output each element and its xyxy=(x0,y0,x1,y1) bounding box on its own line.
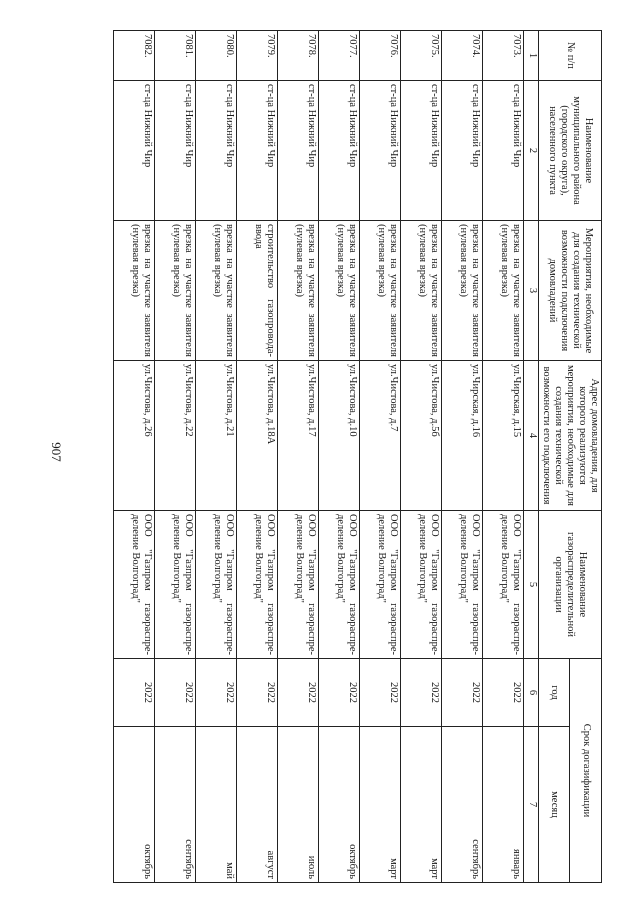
org-cell: ООО "Газпром газораспре-деление Волгоград" xyxy=(278,511,319,659)
address-cell: ул.Чистова, д.10 xyxy=(319,361,360,511)
header-address: Адрес домовладения, для которого реализуются мероприятия, необходимые для создания технической возможности его подключения xyxy=(539,361,602,511)
year-cell: 2022 xyxy=(237,659,278,727)
row-number: 7073. xyxy=(483,31,524,81)
column-number-row xyxy=(524,31,539,883)
org-cell: ООО "Газпром газораспре-деление Волгоград" xyxy=(114,511,155,659)
measure-cell: врезка на участке заявителя (нулевая врезка) xyxy=(278,221,319,361)
row-number: 7078. xyxy=(278,31,319,81)
locality-cell: ст-ца Нижний Чир xyxy=(319,81,360,221)
month-cell: март xyxy=(401,727,442,883)
column-number: 6 xyxy=(524,659,539,727)
address-cell: ул.Чистова, д.5б xyxy=(401,361,442,511)
table-row xyxy=(319,31,360,883)
row-number: 7076. xyxy=(360,31,401,81)
table-row xyxy=(483,31,524,883)
header-month: месяц xyxy=(539,727,571,883)
column-number: 1 xyxy=(524,31,539,81)
org-cell: ООО "Газпром газораспре-деление Волгоград" xyxy=(442,511,483,659)
year-cell: 2022 xyxy=(483,659,524,727)
year-cell: 2022 xyxy=(278,659,319,727)
measure-cell: врезка на участке заявителя (нулевая врезка) xyxy=(401,221,442,361)
page-number: 907 xyxy=(49,442,64,462)
measure-cell: врезка на участке заявителя (нулевая врезка) xyxy=(196,221,237,361)
table-row xyxy=(155,31,196,883)
locality-cell: ст-ца Нижний Чир xyxy=(155,81,196,221)
table-row xyxy=(278,31,319,883)
address-cell: ул.Чистова, д.22 xyxy=(155,361,196,511)
month-cell: сентябрь xyxy=(442,727,483,883)
year-cell: 2022 xyxy=(114,659,155,727)
address-cell: ул.Чирская, д.15 xyxy=(483,361,524,511)
org-cell: ООО "Газпром газораспре-деление Волгоград" xyxy=(483,511,524,659)
row-number: 7081. xyxy=(155,31,196,81)
locality-cell: ст-ца Нижний Чир xyxy=(442,81,483,221)
column-number: 2 xyxy=(524,81,539,221)
org-cell: ООО "Газпром газораспре-деление Волгоград" xyxy=(360,511,401,659)
row-number: 7079. xyxy=(237,31,278,81)
address-cell: ул.Чистова, д.21 xyxy=(196,361,237,511)
row-number: 7077. xyxy=(319,31,360,81)
header-org: Наименование газораспределительной организации xyxy=(539,511,602,659)
address-cell: ул.Чирская, д.16 xyxy=(442,361,483,511)
header-no: № п/п xyxy=(539,31,602,81)
address-cell: ул.Чистова, д.26 xyxy=(114,361,155,511)
table-row xyxy=(442,31,483,883)
address-cell: ул.Чистова, д.7 xyxy=(360,361,401,511)
column-number: 3 xyxy=(524,221,539,361)
org-cell: ООО "Газпром газораспре-деление Волгоград" xyxy=(237,511,278,659)
year-cell: 2022 xyxy=(155,659,196,727)
locality-cell: ст-ца Нижний Чир xyxy=(196,81,237,221)
measure-cell: строительство газопровода-ввода xyxy=(237,221,278,361)
row-number: 7082. xyxy=(114,31,155,81)
address-cell: ул.Чистова, д.17 xyxy=(278,361,319,511)
locality-cell: ст-ца Нижний Чир xyxy=(483,81,524,221)
month-cell: октябрь xyxy=(319,727,360,883)
month-cell: июль xyxy=(278,727,319,883)
month-cell: август xyxy=(237,727,278,883)
org-cell: ООО "Газпром газораспре-деление Волгоград" xyxy=(401,511,442,659)
org-cell: ООО "Газпром газораспре-деление Волгоград" xyxy=(196,511,237,659)
gasification-table xyxy=(113,30,602,883)
org-cell: ООО "Газпром газораспре-деление Волгоград" xyxy=(155,511,196,659)
header-measures: Мероприятия, необходимые для создания технической возможности подключения домовладений xyxy=(539,221,602,361)
locality-cell: ст-ца Нижний Чир xyxy=(114,81,155,221)
year-cell: 2022 xyxy=(360,659,401,727)
org-cell: ООО "Газпром газораспре-деление Волгоград" xyxy=(319,511,360,659)
measure-cell: врезка на участке заявителя (нулевая врезка) xyxy=(155,221,196,361)
column-number: 7 xyxy=(524,727,539,883)
address-cell: ул.Чистова, д.18А xyxy=(237,361,278,511)
table-row xyxy=(360,31,401,883)
year-cell: 2022 xyxy=(442,659,483,727)
row-number: 7075. xyxy=(401,31,442,81)
header-year: год xyxy=(539,659,571,727)
table-row xyxy=(114,31,155,883)
header-district: Наименование муниципального района (городского округа), населенного пункта xyxy=(539,81,602,221)
table-row xyxy=(196,31,237,883)
column-number: 5 xyxy=(524,511,539,659)
month-cell: октябрь xyxy=(114,727,155,883)
table-row xyxy=(401,31,442,883)
measure-cell: врезка на участке заявителя (нулевая врезка) xyxy=(114,221,155,361)
measure-cell: врезка на участке заявителя (нулевая врезка) xyxy=(360,221,401,361)
row-number: 7080. xyxy=(196,31,237,81)
month-cell: март xyxy=(360,727,401,883)
header-deadline: Срок догазификации xyxy=(570,659,602,883)
measure-cell: врезка на участке заявителя (нулевая врезка) xyxy=(319,221,360,361)
measure-cell: врезка на участке заявителя (нулевая врезка) xyxy=(442,221,483,361)
column-number: 4 xyxy=(524,361,539,511)
rotated-table-container xyxy=(78,30,602,882)
month-cell: май xyxy=(196,727,237,883)
month-cell: сентябрь xyxy=(155,727,196,883)
measure-cell: врезка на участке заявителя (нулевая врезка) xyxy=(483,221,524,361)
locality-cell: ст-ца Нижний Чир xyxy=(237,81,278,221)
table-row xyxy=(237,31,278,883)
locality-cell: ст-ца Нижний Чир xyxy=(360,81,401,221)
year-cell: 2022 xyxy=(196,659,237,727)
row-number: 7074. xyxy=(442,31,483,81)
locality-cell: ст-ца Нижний Чир xyxy=(278,81,319,221)
year-cell: 2022 xyxy=(319,659,360,727)
locality-cell: ст-ца Нижний Чир xyxy=(401,81,442,221)
year-cell: 2022 xyxy=(401,659,442,727)
month-cell: январь xyxy=(483,727,524,883)
